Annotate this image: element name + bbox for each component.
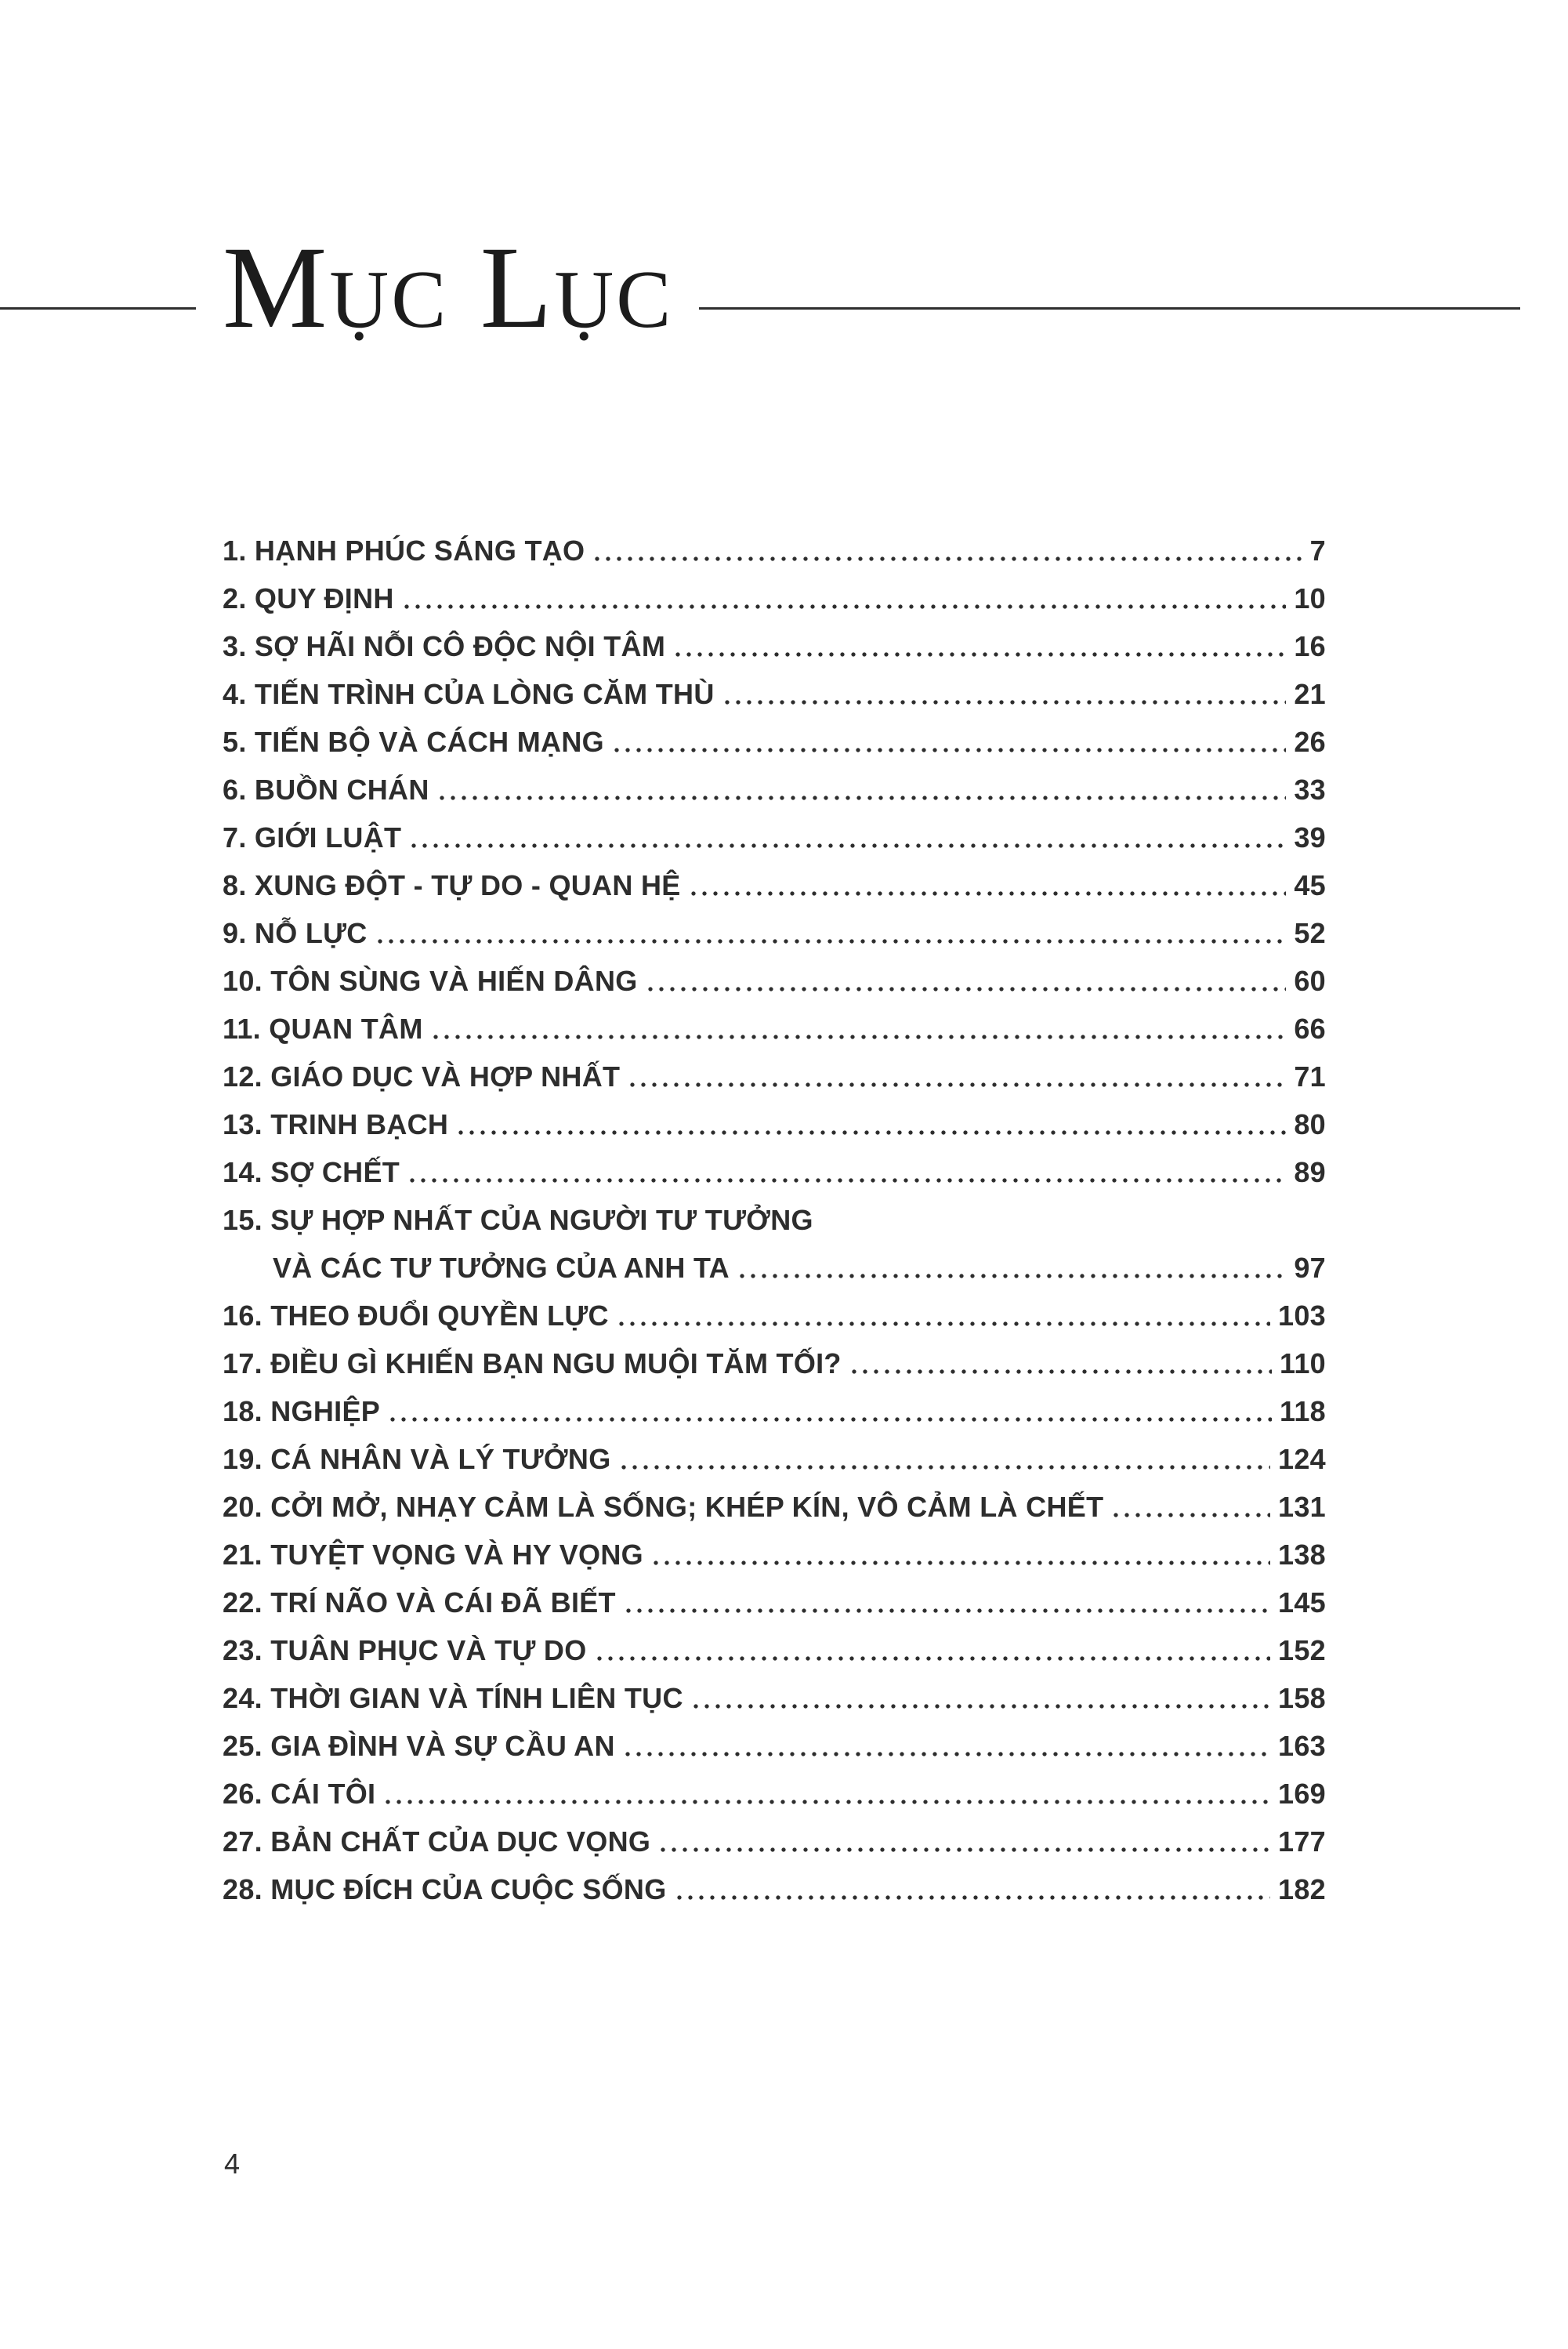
title-rule-left: [0, 307, 196, 310]
toc-dot-leader: [650, 1531, 1270, 1579]
toc-entry-page: 163: [1278, 1730, 1326, 1762]
toc-entry: [223, 1005, 1326, 1053]
toc-entry: [223, 622, 1326, 670]
toc-dot-leader: [737, 1244, 1286, 1292]
toc-entry-label: 20. CỞI MỞ, NHẠY CẢM LÀ SỐNG; KHÉP KÍN, VÔ CẢM LÀ CHẾT: [223, 1491, 1104, 1523]
toc-entry-page: 21: [1294, 678, 1326, 710]
page-title: Mục Lục: [223, 223, 674, 353]
toc-entry-page: 124: [1278, 1443, 1326, 1475]
toc-dot-leader: [645, 957, 1287, 1005]
toc-dot-leader: [627, 1053, 1286, 1100]
toc-dot-leader: [622, 1722, 1270, 1770]
toc-dot-leader: [672, 622, 1286, 670]
toc-entry-page: 89: [1294, 1156, 1326, 1188]
toc-dot-leader: [382, 1770, 1270, 1818]
toc-entry-label: 17. ĐIỀU GÌ KHIẾN BẠN NGU MUỘI TĂM TỐI?: [223, 1347, 842, 1379]
toc-entry: [223, 1531, 1326, 1579]
toc-entry-label: 3. SỢ HÃI NỖI CÔ ĐỘC NỘI TÂM: [223, 630, 666, 662]
toc-entry: [223, 1865, 1326, 1913]
toc-entry-page: 7: [1309, 535, 1326, 567]
title-rule-right: [699, 307, 1520, 310]
toc-entry: [223, 1292, 1326, 1339]
toc-entry-page: 158: [1278, 1682, 1326, 1714]
toc-entry: [223, 1100, 1326, 1148]
toc-dot-leader: [849, 1339, 1272, 1387]
toc-entry-label: 26. CÁI TÔI: [223, 1778, 376, 1810]
toc-entry: [223, 1722, 1326, 1770]
toc-entry-label: 16. THEO ĐUỔI QUYỀN LỰC: [223, 1300, 609, 1332]
toc-entry-page: 138: [1278, 1539, 1326, 1571]
toc-dot-leader: [1110, 1483, 1270, 1531]
toc-entry-label: 5. TIẾN BỘ VÀ CÁCH MẠNG: [223, 726, 604, 758]
toc-dot-leader: [657, 1818, 1270, 1865]
toc-entry-page: 60: [1294, 965, 1326, 997]
toc-entry-page: 10: [1294, 582, 1326, 614]
toc-entry-label: 15. SỰ HỢP NHẤT CỦA NGƯỜI TƯ TƯỞNG: [223, 1204, 813, 1236]
toc-entry: [223, 1818, 1326, 1865]
toc-entry: [223, 1244, 1326, 1292]
toc-dot-leader: [401, 575, 1287, 622]
toc-dot-leader: [387, 1387, 1272, 1435]
toc-entry: [223, 527, 1326, 575]
toc-dot-leader: [688, 861, 1287, 909]
toc-entry: [223, 1674, 1326, 1722]
toc-entry: [223, 861, 1326, 909]
toc-entry: [223, 814, 1326, 861]
toc-dot-leader: [618, 1435, 1271, 1483]
toc-entry: [223, 909, 1326, 957]
toc-entry-label: 14. SỢ CHẾT: [223, 1156, 400, 1188]
toc-entry: [223, 766, 1326, 814]
toc-entry-page: 52: [1294, 917, 1326, 949]
toc-entry-label: 23. TUÂN PHỤC VÀ TỰ DO: [223, 1634, 587, 1666]
page-header: [0, 223, 1568, 353]
toc-entry: [223, 1053, 1326, 1100]
toc-entry-page: 103: [1278, 1300, 1326, 1332]
toc-entry: [223, 957, 1326, 1005]
toc-entry-page: 177: [1278, 1825, 1326, 1858]
toc-entry: [223, 1579, 1326, 1626]
toc-dot-leader: [455, 1100, 1286, 1148]
toc-entry: [223, 1483, 1326, 1531]
toc-list: [223, 527, 1326, 1913]
toc-entry-label: VÀ CÁC TƯ TƯỞNG CỦA ANH TA: [273, 1252, 730, 1284]
toc-entry: [223, 575, 1326, 622]
toc-entry: [223, 1148, 1326, 1196]
toc-dot-leader: [674, 1865, 1271, 1913]
toc-entry-label: 10. TÔN SÙNG VÀ HIẾN DÂNG: [223, 965, 638, 997]
toc-dot-leader: [623, 1579, 1270, 1626]
toc-entry-label: 9. NỖ LỰC: [223, 917, 368, 949]
toc-entry-label: 12. GIÁO DỤC VÀ HỢP NHẤT: [223, 1060, 621, 1093]
toc-entry-label: 8. XUNG ĐỘT - TỰ DO - QUAN HỆ: [223, 869, 681, 901]
toc-dot-leader: [611, 718, 1286, 766]
toc-dot-leader: [690, 1674, 1270, 1722]
toc-dot-leader: [408, 814, 1286, 861]
toc-entry-page: 80: [1294, 1108, 1326, 1140]
toc-entry-page: 152: [1278, 1634, 1326, 1666]
toc-entry-page: 110: [1280, 1347, 1326, 1379]
toc-entry-page: 33: [1294, 774, 1326, 806]
toc-entry-page: 131: [1278, 1491, 1326, 1523]
toc-entry-page: 182: [1278, 1873, 1326, 1905]
toc-entry-label: 1. HẠNH PHÚC SÁNG TẠO: [223, 535, 585, 567]
toc-dot-leader: [407, 1148, 1286, 1196]
toc-entry-label: 7. GIỚI LUẬT: [223, 821, 402, 854]
toc-dot-leader: [616, 1292, 1270, 1339]
toc-entry-page: 45: [1294, 869, 1326, 901]
toc-entry-page: 169: [1278, 1778, 1326, 1810]
toc-entry: [223, 1339, 1326, 1387]
toc-entry: [223, 1435, 1326, 1483]
toc-entry-label: 19. CÁ NHÂN VÀ LÝ TƯỞNG: [223, 1443, 611, 1475]
toc-entry-page: 118: [1280, 1395, 1326, 1427]
toc-entry-page: 16: [1294, 630, 1326, 662]
toc-entry: [223, 1770, 1326, 1818]
toc-entry-label: 18. NGHIỆP: [223, 1395, 381, 1427]
toc-entry: [223, 670, 1326, 718]
toc-entry: [223, 1626, 1326, 1674]
toc-entry-label: 27. BẢN CHẤT CỦA DỤC VỌNG: [223, 1825, 651, 1858]
toc-entry-label: 2. QUY ĐỊNH: [223, 582, 394, 614]
toc-entry: [223, 718, 1326, 766]
toc-dot-leader: [592, 527, 1302, 575]
toc-entry-page: 97: [1294, 1252, 1326, 1284]
toc-entry: [223, 1196, 1326, 1244]
toc-entry-label: 6. BUỒN CHÁN: [223, 774, 429, 806]
footer-page-number: 4: [224, 2148, 241, 2180]
toc-dot-leader: [375, 909, 1287, 957]
toc-entry-label: 28. MỤC ĐÍCH CỦA CUỘC SỐNG: [223, 1873, 667, 1905]
toc-entry-page: 66: [1294, 1013, 1326, 1045]
toc-entry-page: 26: [1294, 726, 1326, 758]
toc-entry-label: 22. TRÍ NÃO VÀ CÁI ĐÃ BIẾT: [223, 1586, 616, 1619]
toc-entry-label: 11. QUAN TÂM: [223, 1013, 423, 1045]
toc-dot-leader: [722, 670, 1287, 718]
toc-dot-leader: [594, 1626, 1271, 1674]
toc-entry-label: 25. GIA ĐÌNH VÀ SỰ CẦU AN: [223, 1730, 615, 1762]
toc-entry-page: 71: [1294, 1060, 1326, 1093]
toc-entry: [223, 1387, 1326, 1435]
toc-entry-label: 24. THỜI GIAN VÀ TÍNH LIÊN TỤC: [223, 1682, 683, 1714]
toc-entry-label: 4. TIẾN TRÌNH CỦA LÒNG CĂM THÙ: [223, 678, 715, 710]
toc-dot-leader: [430, 1005, 1287, 1053]
toc-dot-leader: [436, 766, 1287, 814]
toc-entry-page: 39: [1294, 821, 1326, 854]
toc-entry-label: 13. TRINH BẠCH: [223, 1108, 449, 1140]
toc-entry-label: 21. TUYỆT VỌNG VÀ HY VỌNG: [223, 1539, 643, 1571]
toc-entry-page: 145: [1278, 1586, 1326, 1619]
